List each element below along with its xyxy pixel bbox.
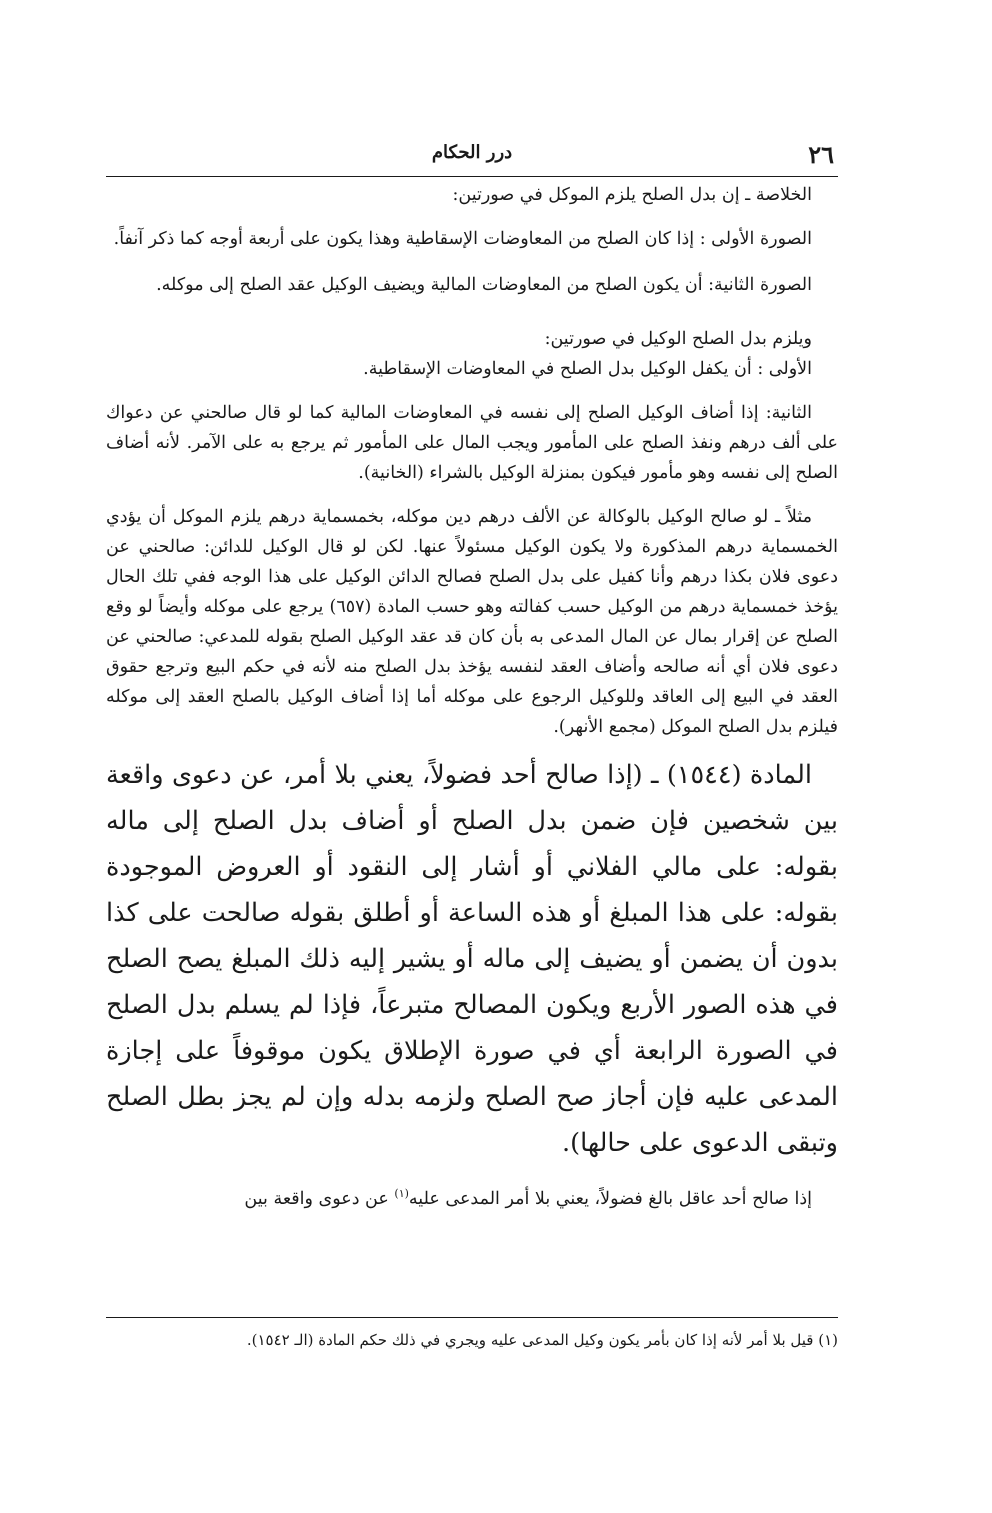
article-1544: المادة (١٥٤٤) ـ (إذا صالح أحد فضولاً، يعني بلا أمر، عن دعوى واقعة بين شخصين فإن ضمن بدل الصلح أو أضاف بدل الصلح إلى ماله بقوله: على مالي الفلاني أو أشار إلى النقود أو العروض الموجودة بقوله: على هذا المبلغ أو هذه الساعة أو أطلق بقوله صالحت على كذا بدون أن يضمن أو يضيف إلى ماله أو يشير إليه ذلك المبلغ يصح الصلح في هذه الصور الأربع ويكون المصالح متبرعاً، فإذا لم يسلم بدل الصلح في الصورة الرابعة أي في صورة الإطلاق يكون موقوفاً على إجازة المدعى عليه فإن أجاز صح الصلح ولزمه بدله وإن لم يجز بطل الصلح وتبقى الدعوى على حالها). bbox=[106, 760, 838, 1158]
paragraph-agent-first: الأولى : أن يكفل الوكيل بدل الصلح في المعاوضات الإسقاطية. bbox=[363, 359, 812, 379]
paragraph-agent-second: الثانية: إذا أضاف الوكيل الصلح إلى نفسه في المعاوضات المالية كما لو قال صالحني عن دعواك على ألف درهم ونفذ الصلح على المأمور ويجب المال على المأمور ثم يرجع به على الآمر. لأنه أضاف الصلح إلى نفسه وهو مأمور فيكون بمنزلة الوكيل بالشراء (الخانية). bbox=[106, 403, 838, 483]
page-header bbox=[106, 132, 838, 177]
commentary-text-start: إذا صالح أحد عاقل بالغ فضولاً، يعني بلا أمر المدعى عليه bbox=[408, 1188, 812, 1209]
document-page bbox=[106, 0, 838, 1513]
body-text bbox=[106, 180, 838, 1215]
running-title: درر الحكام bbox=[431, 142, 513, 163]
paragraph-agent-cases: ويلزم بدل الصلح الوكيل في صورتين: bbox=[544, 329, 812, 349]
paragraph-commentary bbox=[106, 1178, 838, 1215]
page-number: ٢٦ bbox=[808, 140, 834, 169]
paragraph-second-case: الصورة الثانية: أن يكون الصلح من المعاوضات المالية ويضيف الوكيل عقد الصلح إلى موكله. bbox=[156, 275, 812, 295]
paragraph-first-case: الصورة الأولى : إذا كان الصلح من المعاوضات الإسقاطية وهذا يكون على أربعة أوجه كما ذكر آنفاً. bbox=[113, 229, 812, 249]
paragraph-example: مثلاً ـ لو صالح الوكيل بالوكالة عن الألف درهم دين موكله، بخمسماية درهم يلزم الموكل أن يؤدي الخمسماية درهم المذكورة ولا يكون الوكيل مسئولاً عنها. لكن لو قال الوكيل للدائن: صالحني عن دعوى فلان بكذا درهم وأنا كفيل على بدل الصلح فصالح الدائن الوكيل على هذا الوجه ففي تلك الحال يؤخذ خمسماية درهم من الوكيل حسب كفالته وهو حسب المادة (٦٥٧) يرجع على موكله وأيضاً لو وقع الصلح عن إقرار بمال عن المال المدعى به بأن كان قد عقد الوكيل الصلح بقوله للمدعي: صالحني عن دعوى فلان أي أنه صالحه وأضاف العقد لنفسه يؤخذ بدل الصلح منه لأنه في حكم البيع وترجع حقوق العقد في البيع إلى العاقد وللوكيل الرجوع على موكله أما إذا أضاف الوكيل بالصلح العقد إلى موكله فيلزم بدل الصلح الموكل (مجمع الأنهر). bbox=[106, 507, 838, 737]
footnote-marker: (١) bbox=[394, 1187, 409, 1200]
paragraph-summary: الخلاصة ـ إن بدل الصلح يلزم الموكل في صورتين: bbox=[452, 185, 812, 205]
footnote: (١) قيل بلا أمر لأنه إذا كان بأمر يكون وكيل المدعى عليه ويجري في ذلك حكم المادة (الـ ١٥٤٢). bbox=[246, 1331, 838, 1349]
commentary-text-end: عن دعوى واقعة بين bbox=[244, 1188, 395, 1209]
footnote-separator bbox=[106, 1317, 838, 1318]
